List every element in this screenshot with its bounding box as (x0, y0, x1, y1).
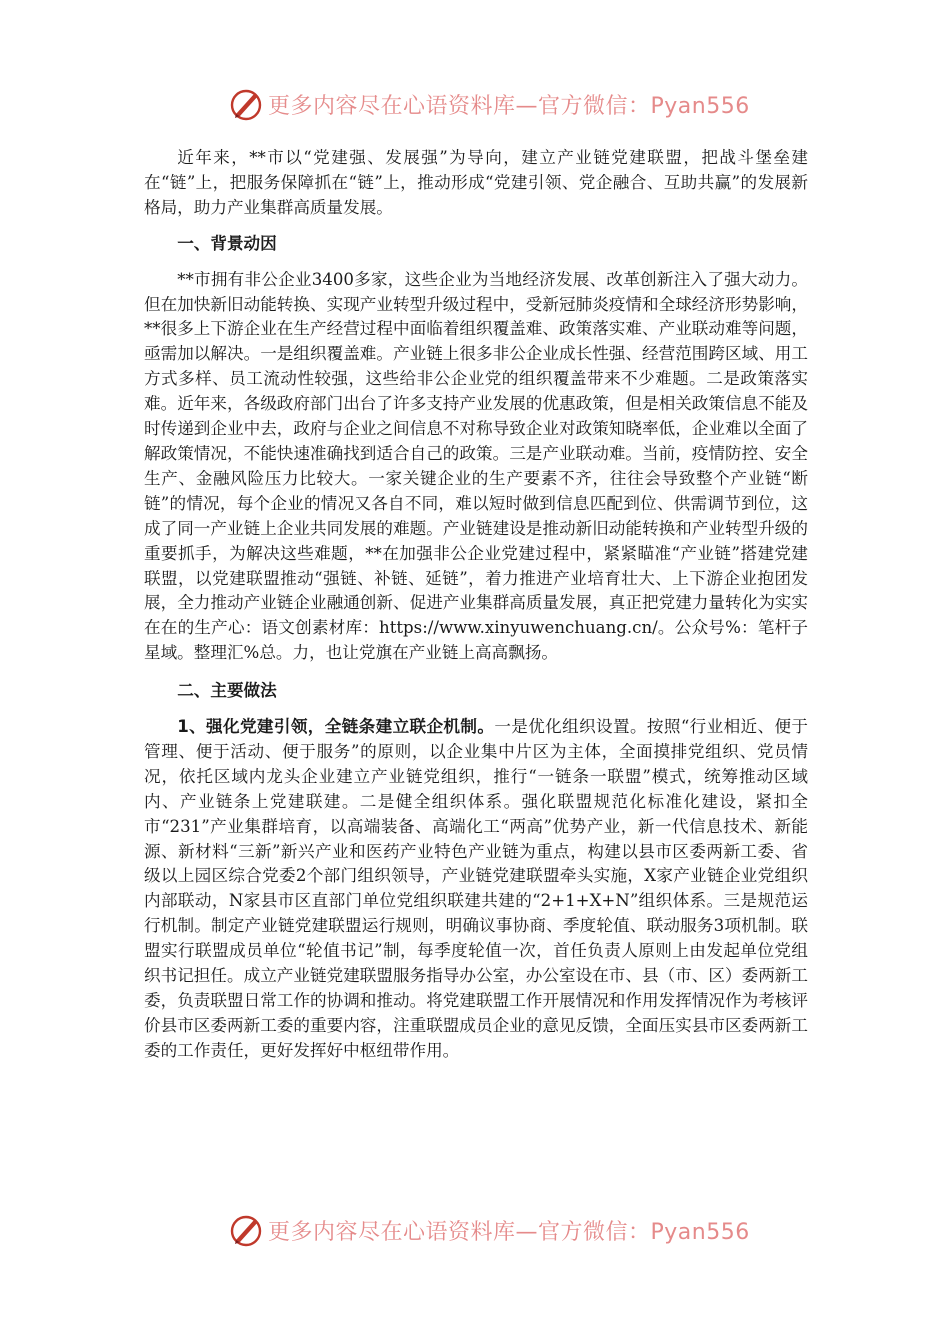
section-heading-measures: 二、主要做法 (177, 681, 277, 701)
watermark-header (228, 84, 748, 124)
watermark-footer (228, 1210, 748, 1250)
measure-1-body: 一是优化组织设置。按照“行业相近、便于管理、便于活动、便于服务”的原则，以企业集中片区为主体，全面摸排党组织、党员情况，依托区域内龙头企业建立产业链党组织，推行“一链条一联盟”模式，统筹推动区域内、产业链条上党建联建。二是健全组织体系。强化联盟规范化标准化建设，紧扣全市“231”产业集群培育，以高端装备、高端化工“两高”优势产业，新一代信息技术、新能源、新材料“三新”新兴产业和医药产业特色产业链为重点，构建以县市区委两新工委、省级以上园区综合党委2个部门组织领导，产业链党建联盟牵头实施，X家产业链企业党组织内部联动，N家县市区直部门单位党组织联建共建的“2+1+X+N”组织体系。三是规范运行机制。制定产业链党建联盟运行规则，明确议事协商、季度轮值、联动服务3项机制。联盟实行联盟成员单位“轮值书记”制，每季度轮值一次，首任负责人原则上由发起单位党组织书记担任。成立产业链党建联盟服务指导办公室，办公室设在市、县（市、区）委两新工委，负责联盟日常工作的协调和推动。将党建联盟工作开展情况和作用发挥情况作为考核评价县市区委两新工委的重要内容，注重联盟成员企业的意见反馈，全面压实县市区委两新工委的工作责任，更好发挥好中枢纽带作用。 (144, 717, 809, 1060)
document-body (144, 146, 808, 1064)
section-heading-background: 一、背景动因 (177, 233, 277, 253)
pen-logo-icon (228, 86, 264, 122)
background-paragraph: **市拥有非公企业3400多家，这些企业为当地经济发展、改革创新注入了强大动力。但在加快新旧动能转换、实现产业转型升级过程中，受新冠肺炎疫情和全球经济形势影响，**很多上下游企业在生产经营过程中面临着组织覆盖难、政策落实难、产业联动难等问题，亟需加以解决。一是组织覆盖难。产业链上很多非公企业成长性强、经营范围跨区域、用工方式多样、员工流动性较强，这些给非公企业党的组织覆盖带来不少难题。二是政策落实难。近年来，各级政府部门出台了许多支持产业发展的优惠政策，但是相关政策信息不能及时传递到企业中去，政府与企业之间信息不对称导致企业对政策知晓率低，企业难以全面了解政策情况，不能快速准确找到适合自己的政策。三是产业联动难。当前，疫情防控、安全生产、金融风险压力比较大。一家关键企业的生产要素不齐，往往会导致整个产业链“断链”的情况，每个企业的情况又各自不同，难以短时做到信息匹配到位、供需调节到位，这成了同一产业链上企业共同发展的难题。产业链建设是推动新旧动能转换和产业转型升级的重要抓手，为解决这些难题，**在加强非公企业党建过程中，紧紧瞄准“产业链”搭建党建联盟，以党建联盟推动“强链、补链、延链”，着力推进产业培育壮大、上下游企业抱团发展，全力推动产业链企业融通创新、促进产业集群高质量发展，真正把党建力量转化为实实在在的生产心：语文创素材库：https://www.xinyuwenchuang.cn/。公众号%：笔杆子星域。整理汇%总。力，也让党旗在产业链上高高飘扬。 (144, 269, 808, 663)
pen-logo-icon (228, 1212, 264, 1248)
watermark-text: 更多内容尽在心语资料库—官方微信：Pyan556 (268, 1219, 750, 1245)
intro-paragraph: 近年来，**市以“党建强、发展强”为导向，建立产业链党建联盟，把战斗堡垒建在“链”上，把服务保障抓在“链”上，推动形成“党建引领、党企融合、互助共赢”的发展新格局，助力产业集群高质量发展。 (144, 148, 808, 217)
measure-1-lead: 1、强化党建引领，全链条建立联企机制。 (177, 717, 495, 737)
watermark-text: 更多内容尽在心语资料库—官方微信：Pyan556 (268, 93, 750, 119)
measure-1-paragraph (144, 715, 808, 1064)
